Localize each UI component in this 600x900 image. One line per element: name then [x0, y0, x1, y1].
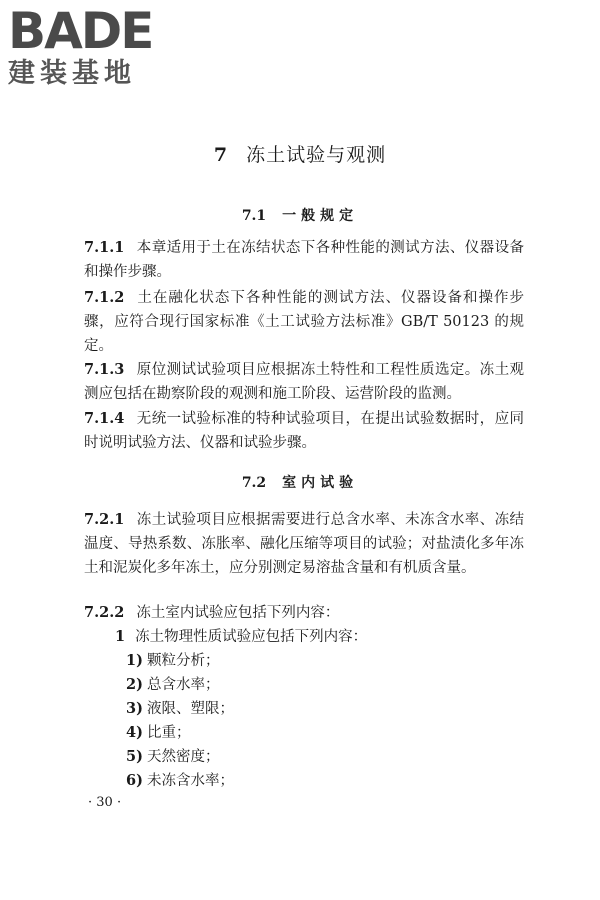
chapter-title-text: 冻土试验与观测 — [246, 144, 387, 166]
sub-item-text: 颗粒分析； — [146, 653, 220, 669]
sub-item — [126, 649, 219, 673]
sub-item — [126, 721, 190, 745]
section-title: 一般规定 — [282, 208, 359, 224]
clause-text: 土在融化状态下各种性能的测试方法、仪器设备和操作步骤，应符合现行国家标准《土工试验方法标准》GB/T 50123 的规定。 — [84, 290, 524, 354]
clause — [84, 407, 524, 455]
section-number: 7.2 — [241, 475, 267, 491]
clause-id: 7.1.1 — [84, 239, 125, 256]
clause-id: 7.1.4 — [84, 410, 125, 427]
sub-item-number: 4) — [126, 724, 143, 741]
clause-id: 7.2.1 — [84, 511, 125, 528]
sub-item — [126, 673, 219, 697]
chapter-title — [0, 140, 600, 167]
section-title: 室内试验 — [282, 475, 359, 491]
clause — [84, 236, 524, 284]
clause-text: 本章适用于土在冻结状态下各种性能的测试方法、仪器设备和操作步骤。 — [84, 240, 524, 280]
sub-item-number: 3) — [126, 700, 143, 717]
clause — [84, 508, 524, 580]
sub-item-text: 比重； — [146, 725, 191, 741]
clause — [84, 358, 524, 406]
sub-item-number: 6) — [126, 772, 143, 789]
clause-id: 7.2.2 — [84, 604, 125, 621]
section-heading — [0, 205, 600, 225]
clause-text: 冻土试验项目应根据需要进行总含水率、未冻含水率、冻结温度、导热系数、冻胀率、融化压缩等项目的试验；对盐渍化多年冻土和泥炭化多年冻土，应分别测定易溶盐含量和有机质含量。 — [84, 512, 524, 576]
clause — [84, 601, 524, 625]
list-item — [115, 625, 367, 649]
chapter-number: 7 — [213, 144, 229, 166]
logo — [8, 2, 178, 90]
sub-item — [126, 745, 219, 769]
clause-id: 7.1.2 — [84, 289, 125, 306]
sub-item-text: 未冻含水率； — [146, 773, 234, 789]
sub-item-number: 2) — [126, 676, 143, 693]
sub-item — [126, 769, 234, 793]
sub-item-number: 5) — [126, 748, 143, 765]
list-item-number: 1 — [115, 628, 126, 645]
clause-id: 7.1.3 — [84, 361, 125, 378]
sub-item-text: 天然密度； — [146, 749, 220, 765]
list-item-text: 冻土物理性质试验应包括下列内容： — [135, 629, 368, 645]
logo-brand: BADE — [8, 2, 153, 60]
section-number: 7.1 — [241, 208, 267, 224]
sub-item-text: 总含水率； — [146, 677, 220, 693]
page-number: · 30 · — [88, 795, 122, 810]
clause-text: 冻土室内试验应包括下列内容： — [136, 605, 340, 621]
sub-item-text: 液限、塑限； — [146, 701, 234, 717]
section-heading — [0, 472, 600, 492]
clause — [84, 286, 524, 358]
clause-text: 无统一试验标准的特种试验项目，在提出试验数据时，应同时说明试验方法、仪器和试验步骤。 — [84, 411, 524, 451]
sub-item — [126, 697, 234, 721]
sub-item-number: 1) — [126, 652, 143, 669]
clause-text: 原位测试试验项目应根据冻土特性和工程性质选定。冻土观测应包括在勘察阶段的观测和施工阶段、运营阶段的监测。 — [84, 362, 524, 402]
logo-subtitle: 建装基地 — [8, 58, 136, 89]
